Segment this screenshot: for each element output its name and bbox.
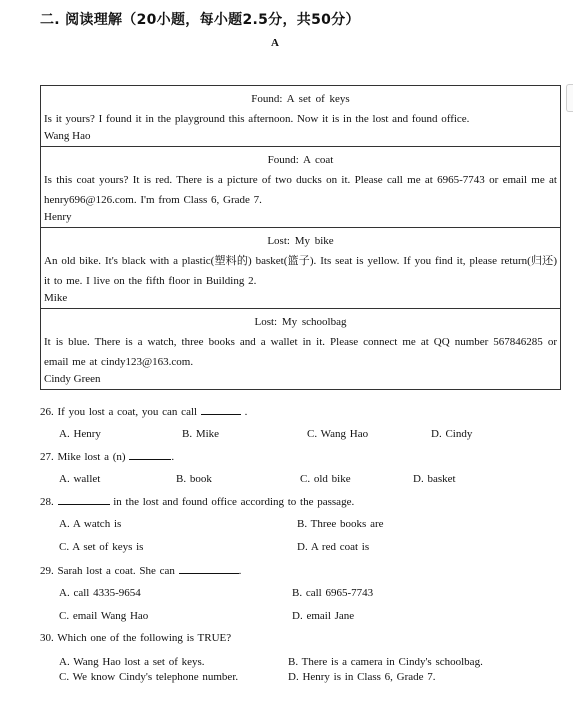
- option-27-c[interactable]: C. old bike: [300, 473, 351, 485]
- question-stem-end: .: [244, 406, 248, 418]
- option-28-b[interactable]: B. Three books are: [297, 518, 384, 530]
- notice-body: An old bike. It's black with a plastic(塑料的) basket(篮子). Its seat is yellow. If you find it, please return(归还) it to me. I live on the fifth floor in Building 2.: [44, 255, 557, 287]
- option-30-c[interactable]: C. We know Cindy's telephone number.: [59, 671, 239, 683]
- question-26: [40, 404, 247, 418]
- option-28-c[interactable]: C. A set of keys is: [59, 541, 144, 553]
- question-29: [40, 563, 241, 577]
- answer-blank[interactable]: [201, 404, 241, 415]
- question-stem: 27. Mike lost a (n): [40, 451, 126, 463]
- option-26-a[interactable]: A. Henry: [59, 428, 101, 440]
- notice-signature: Henry: [44, 211, 72, 223]
- option-28-a[interactable]: A. A watch is: [59, 518, 122, 530]
- question-stem-end: .: [238, 565, 242, 577]
- answer-blank[interactable]: [129, 449, 171, 460]
- option-26-d[interactable]: D. Cindy: [431, 428, 473, 440]
- question-stem: 26. If you lost a coat, you can call: [40, 406, 198, 418]
- notice-body: It is blue. There is a watch, three books and a wallet in it. Please connect me at QQ number 567846285 or email me at cindy123@163.com.: [44, 336, 557, 368]
- option-26-b[interactable]: B. Mike: [182, 428, 220, 440]
- notice-lost-bike: [41, 228, 560, 309]
- notice-heading: Lost: My schoolbag: [254, 316, 347, 328]
- side-scroll-handle[interactable]: [566, 84, 573, 112]
- question-stem: 30. Which one of the following is TRUE?: [40, 632, 232, 644]
- option-27-a[interactable]: A. wallet: [59, 473, 101, 485]
- section-title: 二. 阅读理解（20小题，每小题2.5分，共50分）: [40, 12, 360, 28]
- option-30-d[interactable]: D. Henry is in Class 6, Grade 7.: [288, 671, 436, 683]
- option-29-c[interactable]: C. email Wang Hao: [59, 610, 149, 622]
- notice-signature: Mike: [44, 292, 68, 304]
- passage-label: A: [271, 37, 279, 49]
- option-26-c[interactable]: C. Wang Hao: [307, 428, 369, 440]
- notice-heading: Found: A set of keys: [251, 93, 350, 105]
- question-stem: 28.: [40, 496, 54, 508]
- notice-body: Is it yours? I found it in the playground this afternoon. Now it is in the lost and found office.: [44, 113, 470, 125]
- answer-blank[interactable]: [179, 563, 239, 574]
- question-stem-end: .: [171, 451, 175, 463]
- notice-heading: Lost: My bike: [267, 235, 334, 247]
- option-30-a[interactable]: A. Wang Hao lost a set of keys.: [59, 656, 205, 668]
- question-28: [40, 494, 354, 508]
- option-27-d[interactable]: D. basket: [413, 473, 456, 485]
- answer-blank[interactable]: [58, 494, 110, 505]
- notice-signature: Cindy Green: [44, 373, 101, 385]
- notice-body: Is this coat yours? It is red. There is a picture of two ducks on it. Please call me at 6965-7743 or email me at henry696@126.com. I'm from Class 6, Grade 7.: [44, 174, 557, 206]
- notice-found-coat: [41, 147, 560, 228]
- notice-found-keys: [41, 86, 560, 147]
- option-28-d[interactable]: D. A red coat is: [297, 541, 370, 553]
- question-stem-end: in the lost and found office according to the passage.: [113, 496, 355, 508]
- question-30: [40, 632, 231, 644]
- notice-board: [40, 85, 561, 390]
- question-stem: 29. Sarah lost a coat. She can: [40, 565, 175, 577]
- option-30-b[interactable]: B. There is a camera in Cindy's schoolbag.: [288, 656, 483, 668]
- option-29-a[interactable]: A. call 4335-9654: [59, 587, 141, 599]
- question-27: [40, 449, 174, 463]
- option-27-b[interactable]: B. book: [176, 473, 212, 485]
- option-29-b[interactable]: B. call 6965-7743: [292, 587, 374, 599]
- notice-signature: Wang Hao: [44, 130, 91, 142]
- notice-heading: Found: A coat: [267, 154, 334, 166]
- option-29-d[interactable]: D. email Jane: [292, 610, 355, 622]
- notice-lost-schoolbag: [41, 309, 560, 389]
